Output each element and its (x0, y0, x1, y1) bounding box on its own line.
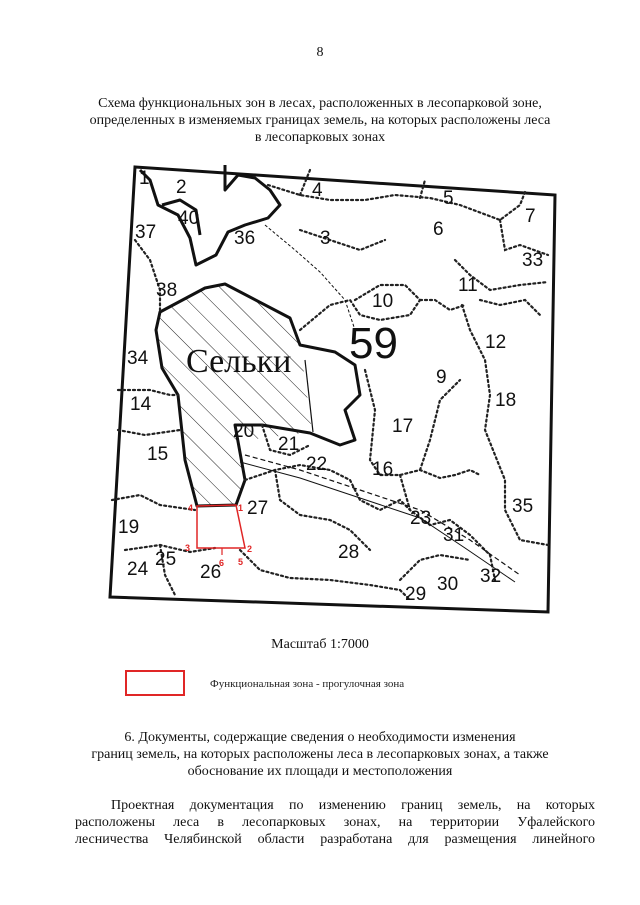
zone-label: 4 (312, 180, 323, 201)
map-title-line: в лесопарковых зонах (254, 130, 386, 145)
zone-label: 23 (410, 508, 432, 529)
zone-label: 15 (147, 444, 169, 465)
zone-label: 20 (233, 421, 255, 442)
point-1-label: 1 (238, 503, 244, 513)
paragraph-line: лесничества Челябинской области разработана для размещения линейного (75, 832, 595, 847)
paragraph-line: Проектная документация по изменению границ земель, на которых (111, 798, 595, 813)
zone-label: 11 (458, 275, 478, 296)
zone-label: 3 (320, 228, 331, 249)
zone-label: 31 (443, 525, 465, 546)
settlement-label: Сельки (186, 343, 292, 380)
zone-label: 35 (512, 496, 534, 517)
zone-label: 25 (155, 549, 177, 570)
zone-label: 21 (278, 434, 300, 455)
zone-label: 6 (433, 219, 444, 240)
section-title-line: 6. Документы, содержащие сведения о необходимости изменения (124, 730, 516, 745)
zone-label: 9 (436, 367, 447, 388)
zone-label: 1 (139, 168, 150, 189)
zone-label: 26 (200, 562, 222, 583)
zone-label: 36 (234, 228, 256, 249)
section-title (50, 729, 590, 780)
page-number: 8 (316, 45, 324, 60)
zone-label: 19 (118, 517, 140, 538)
zone-label: 24 (127, 559, 149, 580)
legend-label: Функциональная зона - прогулочная зона (210, 678, 405, 690)
point-2-label: 2 (247, 544, 253, 554)
paragraph-line: расположены леса в лесопарковых зонах, на территории Уфалейского (75, 815, 595, 830)
zone-label: 2 (176, 177, 187, 198)
point-4-label: 4 (188, 503, 194, 513)
zone-label: 28 (338, 542, 360, 563)
body-paragraph (75, 797, 595, 848)
zone-label: 17 (392, 416, 414, 437)
zone-label: 7 (525, 206, 536, 227)
map-title-line: Схема функциональных зон в лесах, расположенных в лесопарковой зоне, (98, 96, 542, 111)
point-3-label: 3 (185, 543, 191, 553)
zone-label: 12 (485, 332, 507, 353)
zone-label: 29 (405, 584, 427, 605)
zone-label: 38 (156, 280, 178, 301)
zone-label: 14 (130, 394, 152, 415)
zone-label: 10 (372, 291, 394, 312)
zone-label: 22 (306, 454, 328, 475)
legend-swatch (125, 670, 185, 696)
scale-label: Масштаб 1:7000 (271, 637, 369, 652)
quarter-label: 59 (349, 319, 398, 368)
zone-label: 32 (480, 566, 502, 587)
zone-label: 16 (372, 459, 394, 480)
zone-label: 34 (127, 348, 149, 369)
zone-label: 18 (495, 390, 517, 411)
zone-label: 30 (437, 574, 459, 595)
zone-label: 33 (522, 250, 544, 271)
zone-label: 5 (443, 188, 454, 209)
map-title-line: определенных в изменяемых границах земель, на которых расположены леса (89, 113, 551, 128)
point-5-label: 5 (238, 557, 244, 567)
zone-label: 27 (247, 498, 269, 519)
point-6-label: 6 (219, 558, 225, 568)
zone-label: 40 (178, 208, 200, 229)
zone-label: 37 (135, 222, 157, 243)
section-title-line: обоснование их площади и местоположения (187, 764, 453, 779)
section-title-line: границ земель, на которых расположены леса в лесопарковых зонах, а также (91, 747, 549, 762)
